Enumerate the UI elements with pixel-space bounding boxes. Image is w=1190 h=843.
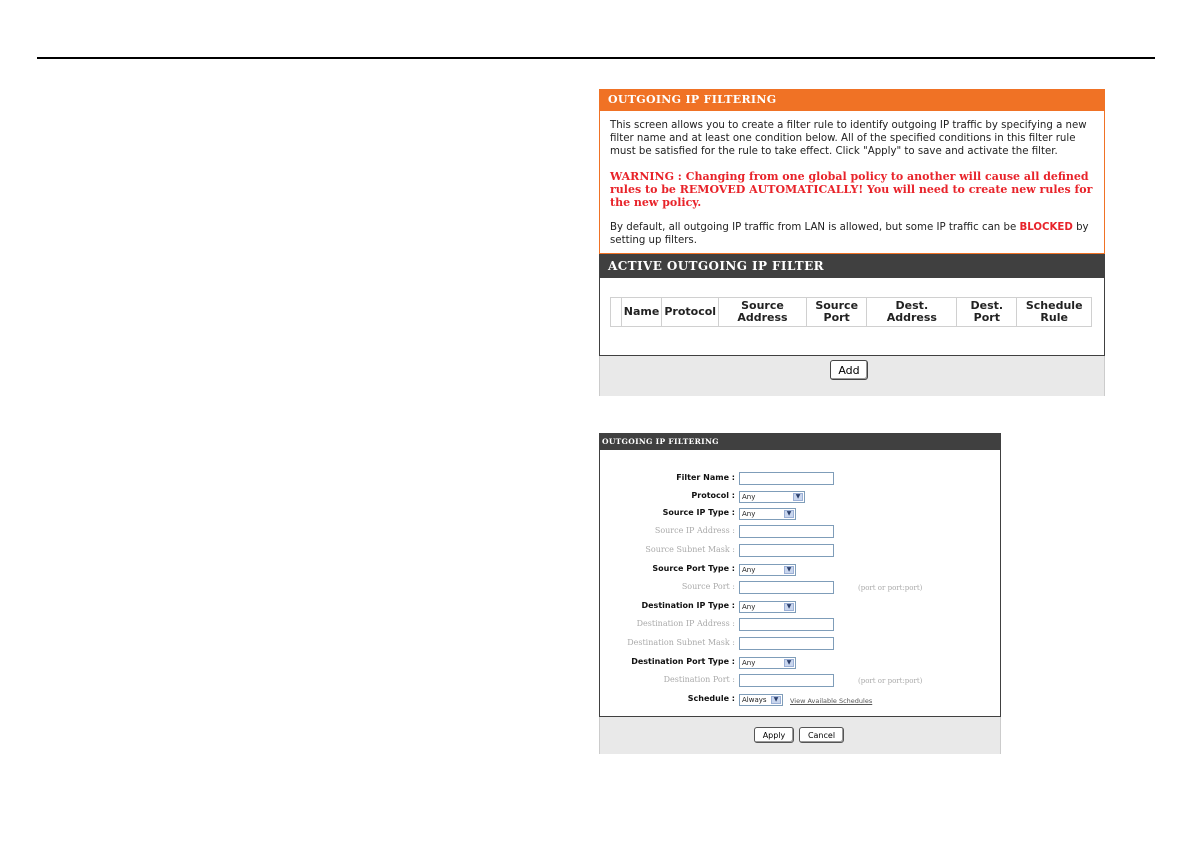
intro-text: This screen allows you to create a filter rule to identify outgoing IP traffic by specifying a new filter name and at least one condition below. All of the specified conditions in this filter rule must be satisfied for the rule to take effect. Click "Apply" to save and activate the filter. [610,120,1087,157]
dest-port-hint: (port or port:port) [858,677,923,685]
dest-ip-type-value: Any [742,603,756,611]
outgoing-ip-filtering-panel [599,89,1105,396]
dest-ip-type-select[interactable] [739,601,796,613]
source-subnet-mask-row [600,544,1000,558]
source-port-label: Source Port : [681,582,735,591]
dest-port-row [600,674,1000,688]
table-col-source-port: Source Port [806,298,867,327]
table-col-spacer [611,298,622,327]
source-port-hint: (port or port:port) [858,584,923,592]
chevron-down-icon: ▼ [784,659,794,667]
dest-subnet-mask-row [600,637,1000,651]
source-ip-address-row [600,525,1000,539]
filter-name-input[interactable] [739,472,834,485]
default-policy-text [610,221,1094,247]
schedule-select[interactable] [739,694,783,706]
top-horizontal-rule [37,57,1155,59]
dest-ip-type-label: Destination IP Type : [641,601,735,610]
dest-port-type-row [600,656,1000,670]
dest-ip-address-input[interactable] [739,618,834,631]
default-text-start: By default, all outgoing IP traffic from LAN is allowed, but some IP traffic can be [610,222,1020,233]
active-filter-table [610,297,1092,327]
outgoing-ip-filtering-header: OUTGOING IP FILTERING [599,89,1105,111]
active-filter-header: ACTIVE OUTGOING IP FILTER [599,254,1105,278]
source-port-type-row [600,563,1000,577]
active-filter-body [599,278,1105,356]
chevron-down-icon: ▼ [784,603,794,611]
source-ip-type-row [600,507,1000,521]
schedule-row [600,693,1000,707]
chevron-down-icon: ▼ [771,696,781,704]
source-ip-address-input[interactable] [739,525,834,538]
source-subnet-mask-label: Source Subnet Mask : [645,545,735,554]
default-text-end: by setting up filters. [610,222,1089,246]
table-col-protocol: Protocol [662,298,719,327]
apply-button[interactable]: Apply [754,727,794,743]
form-button-bar [599,717,1001,754]
dest-subnet-mask-label: Destination Subnet Mask : [627,638,735,647]
warning-text: WARNING : Changing from one global policy to another will cause all defined rules to be REMOVED AUTOMATICALLY! You will need to create new rules for the new policy. [610,170,1093,209]
source-ip-type-label: Source IP Type : [662,508,735,517]
protocol-row [600,490,1000,504]
cancel-button[interactable]: Cancel [799,727,844,743]
dest-subnet-mask-input[interactable] [739,637,834,650]
protocol-label: Protocol : [691,491,735,500]
source-ip-type-value: Any [742,510,756,518]
intro-box [599,111,1105,254]
add-button[interactable]: Add [830,360,868,380]
source-port-type-value: Any [742,566,756,574]
protocol-select-value: Any [742,493,756,501]
source-ip-address-label: Source IP Address : [654,526,735,535]
dest-ip-address-label: Destination IP Address : [636,619,735,628]
source-port-input[interactable] [739,581,834,594]
source-port-type-select[interactable] [739,564,796,576]
filter-name-label: Filter Name : [676,473,735,482]
outgoing-ip-filter-form-panel [599,433,1001,754]
table-header-row [611,298,1092,327]
chevron-down-icon: ▼ [784,510,794,518]
schedule-label: Schedule : [687,694,735,703]
table-col-dest-address: Dest. Address [867,298,957,327]
chevron-down-icon: ▼ [784,566,794,574]
dest-ip-address-row [600,618,1000,632]
table-col-schedule-rule: Schedule Rule [1017,298,1092,327]
dest-port-input[interactable] [739,674,834,687]
source-port-row [600,581,1000,595]
add-button-bar [599,356,1105,396]
table-col-name: Name [621,298,662,327]
source-ip-type-select[interactable] [739,508,796,520]
dest-port-type-select[interactable] [739,657,796,669]
filter-form [599,450,1001,717]
table-col-source-address: Source Address [719,298,807,327]
dest-port-label: Destination Port : [663,675,735,684]
source-subnet-mask-input[interactable] [739,544,834,557]
dest-port-type-value: Any [742,659,756,667]
filter-name-row [600,472,1000,486]
dest-ip-type-row [600,600,1000,614]
dest-port-type-label: Destination Port Type : [631,657,735,666]
view-available-schedules-link[interactable]: View Available Schedules [790,697,873,705]
chevron-down-icon: ▼ [793,493,803,501]
protocol-select[interactable] [739,491,805,503]
form-header: OUTGOING IP FILTERING [599,433,1001,450]
table-col-dest-port: Dest. Port [957,298,1017,327]
source-port-type-label: Source Port Type : [652,564,735,573]
schedule-select-value: Always [742,696,767,704]
blocked-text: BLOCKED [1019,222,1073,233]
